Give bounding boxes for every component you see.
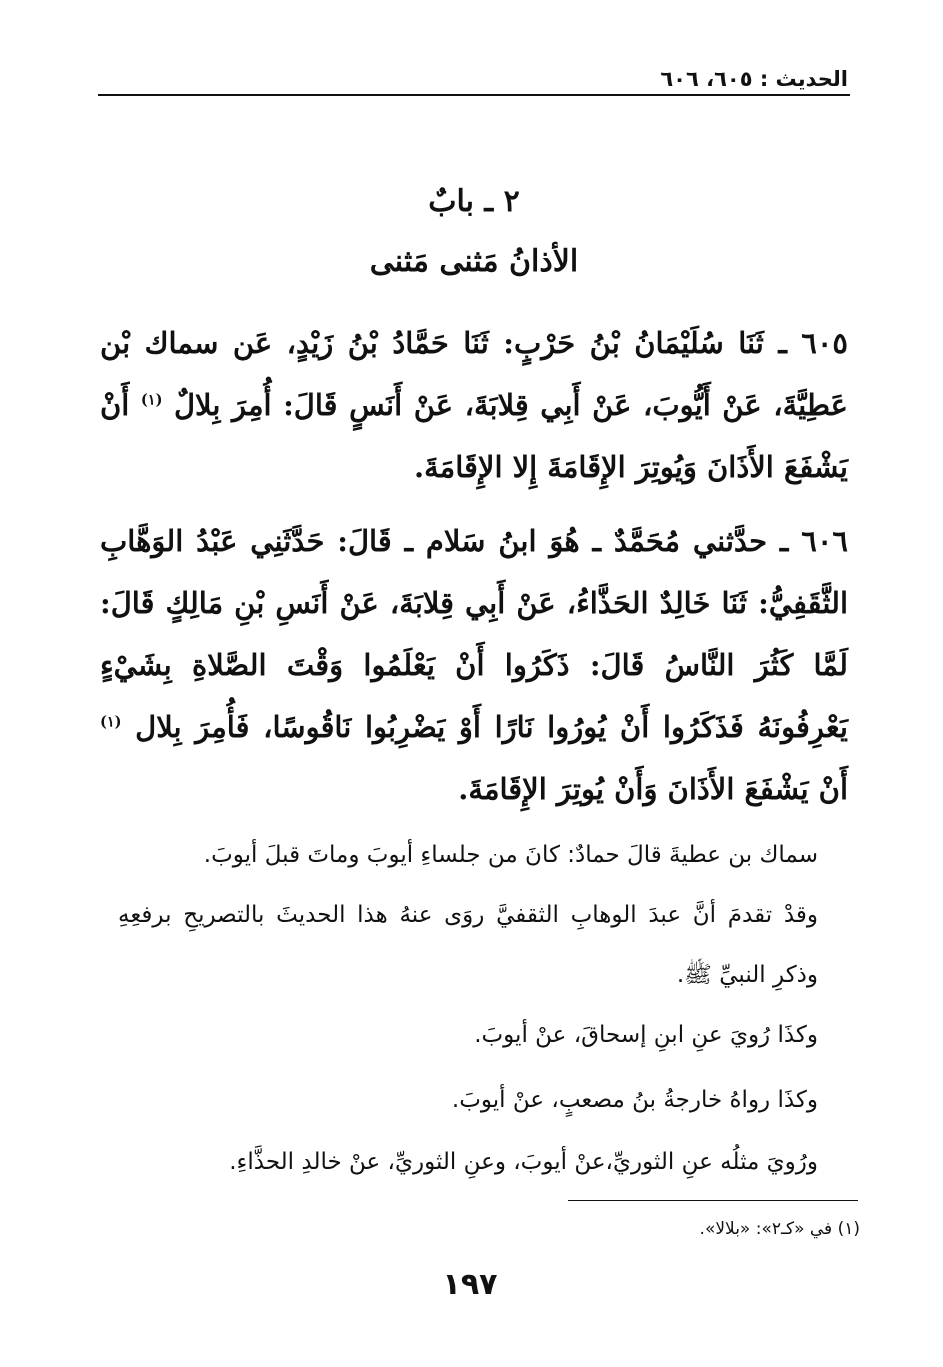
footnote-ref: (١) <box>140 391 163 409</box>
commentary-paragraph: ورُويَ مثلُه عنِ الثوريِّ،عنْ أيوبَ، وعنِ الثوريِّ، عنْ خالدِ الحذَّاءِ. <box>229 1149 818 1175</box>
hadith-605 <box>100 312 848 498</box>
hadith-605-text-end: أَنْ يَشْفَعَ الأَذَانَ وَيُوتِرَ الإِقَامَةَ إِلا الإِقَامَةَ. <box>100 388 848 484</box>
hadith-606-text: ٦٠٦ ـ حدَّثني مُحَمَّدٌ ـ هُوَ ابنُ سَلام ـ قَالَ: حَدَّثَنِي عَبْدُ الوَهَّابِ الثَّقَفِيُّ: ثَنَا خَالِدٌ الحَذَّاءُ، عَنْ أَبِي قِلابَةَ، عَنْ أَنَسِ بْنِ مَالِكٍ قَالَ: لَمَّا كَثُرَ النَّاسُ قَالَ: ذَكَرُوا أَنْ يَعْلَمُوا وَقْتَ الصَّلاةِ بِشَيْءٍ يَعْرِفُونَهُ فَذَكَرُوا أَنْ يُورُوا نَارًا أَوْ يَضْرِبُوا نَاقُوسًا، فَأُمِرَ بِلال <box>100 524 848 744</box>
chapter-subtitle: الأذانُ مَثنى مَثنى <box>369 244 579 279</box>
commentary-paragraph: وقدْ تقدمَ أنَّ عبدَ الوهابِ الثقفيَّ روَى عنهُ هذا الحديثَ بالتصريحِ برفعِهِ وذكرِ النبيِّ ﷺ. <box>118 902 818 988</box>
footnote-ref: (١) <box>100 713 122 731</box>
footnote: (١) في «كـ٢»: «بلالا». <box>699 1219 860 1239</box>
hadith-606 <box>100 510 848 820</box>
footnote-rule <box>568 1200 858 1201</box>
hadith-605-text: ٦٠٥ ـ ثَنَا سُلَيْمَانُ بْنُ حَرْبٍ: ثَنَا حَمَّادُ بْنُ زَيْدٍ، عَن سماك بْن عَطِيَّةَ، عَنْ أَيُّوبَ، عَنْ أَبِي قِلابَةَ، عَنْ أَنَسٍ قَالَ: أُمِرَ بِلالٌ <box>100 326 848 422</box>
commentary-paragraph: وكذَا رُويَ عنِ ابنِ إسحاقَ، عنْ أيوبَ. <box>474 1022 818 1048</box>
chapter-title: ٢ ـ بابٌ <box>428 184 520 219</box>
header-rule <box>98 94 850 96</box>
page-number: ١٩٧ <box>442 1267 498 1302</box>
commentary-paragraph: وكذَا رواهُ خارجةُ بنُ مصعبٍ، عنْ أيوبَ. <box>451 1087 818 1113</box>
commentary-paragraph: سماك بن عطيةَ قالَ حمادٌ: كانَ من جلساءِ أيوبَ وماتَ قبلَ أيوبَ. <box>203 842 818 868</box>
hadith-606-text-end: أَنْ يَشْفَعَ الأَذَانَ وَأَنْ يُوتِرَ الإِقَامَةَ. <box>458 772 848 806</box>
running-head: الحديث : ٦٠٥، ٦٠٦ <box>660 67 848 91</box>
